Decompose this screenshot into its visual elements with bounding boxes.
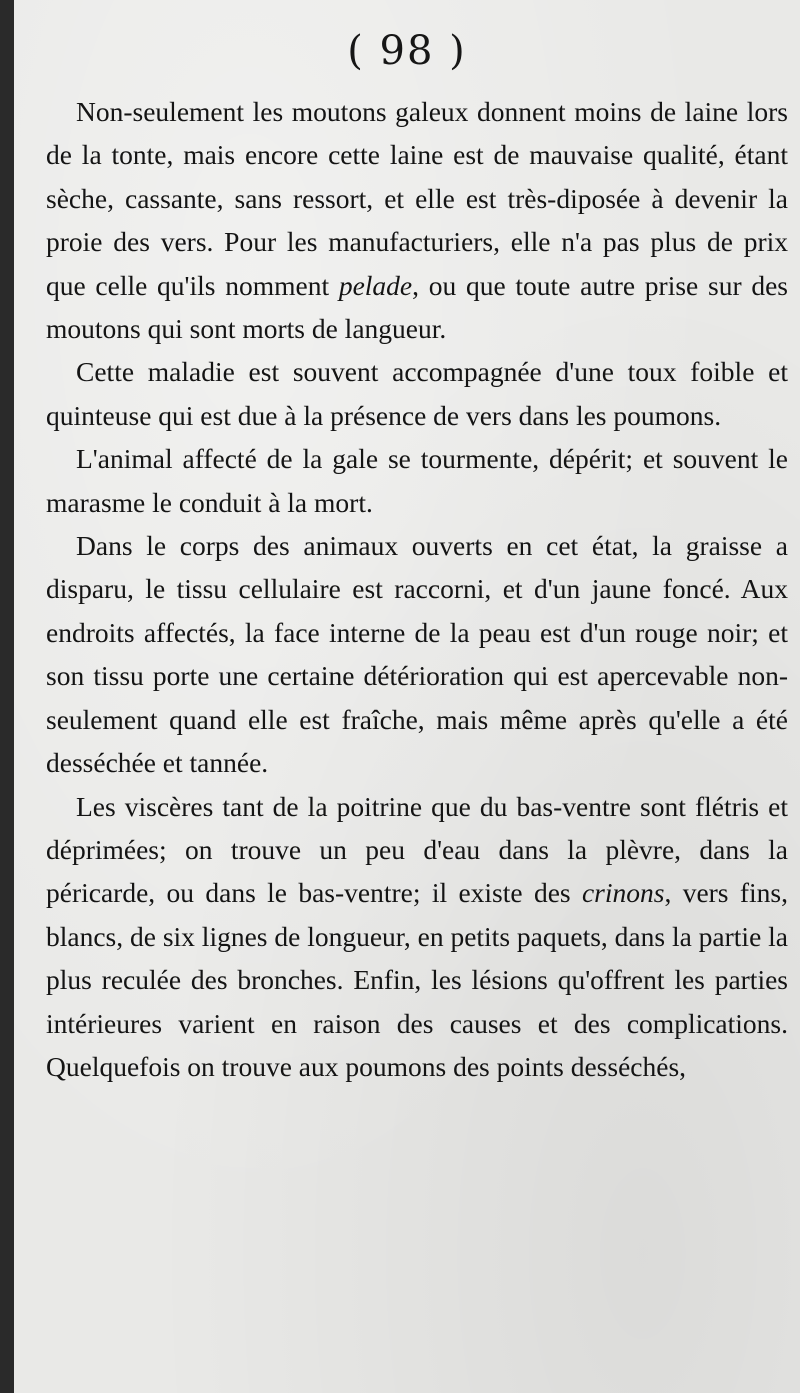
text-run: Dans le corps des animaux ouverts en cet état, la graisse a disparu, le tissu cellulaire est raccorni, et d'un jaune foncé. Aux endroits affectés, la face interne de la peau est d'un rouge noir; et son tissu porte une certaine détérioration qui est apercevable non-seulement quand elle est fraîche, mais même après qu'elle a été desséchée et tannée. <box>46 530 788 779</box>
italic-term: crinons <box>581 877 665 909</box>
text-run: L'animal affecté de la gale se tourmente, dépérit; et souvent le marasme le conduit à la mort. <box>46 443 788 518</box>
text-run: Non-seulement les moutons galeux donnent moins de laine lors de la tonte, mais encore cette laine est de mauvaise qualité, étant sèche, cassante, sans ressort, et elle est très-diposée à devenir la proie des vers. Pour les manufacturiers, elle n'a pas plus de prix que celle qu'ils nomment <box>46 96 788 301</box>
paragraph <box>46 524 788 784</box>
text-run: , vers fins, blancs, de six lignes de longueur, en petits paquets, dans la partie la plus reculée des bronches. Enfin, les lésions qu'offrent les parties intérieures varient en raison des causes et des complications. Quelquefois on trouve aux poumons des points desséchés, <box>46 877 788 1082</box>
paragraph <box>46 350 788 437</box>
text-run: Les viscères tant de la poitrine que du bas-ventre sont flétris et déprimées; on trouve un peu d'eau dans la plèvre, dans la péricarde, ou dans le bas-ventre; il existe des <box>46 790 788 909</box>
body-text <box>46 90 788 1088</box>
paragraph <box>46 90 788 350</box>
paragraph <box>46 785 788 1089</box>
text-run: , ou que toute autre prise sur des moutons qui sont morts de langueur. <box>46 269 788 345</box>
book-page <box>14 0 800 1393</box>
page-number: ( 98 ) <box>347 28 467 74</box>
italic-term: pelade <box>338 269 413 301</box>
paragraph <box>46 437 788 524</box>
text-run: Cette maladie est souvent accompagnée d'une toux foible et quinteuse qui est due à la présence de vers dans les poumons. <box>46 356 788 431</box>
